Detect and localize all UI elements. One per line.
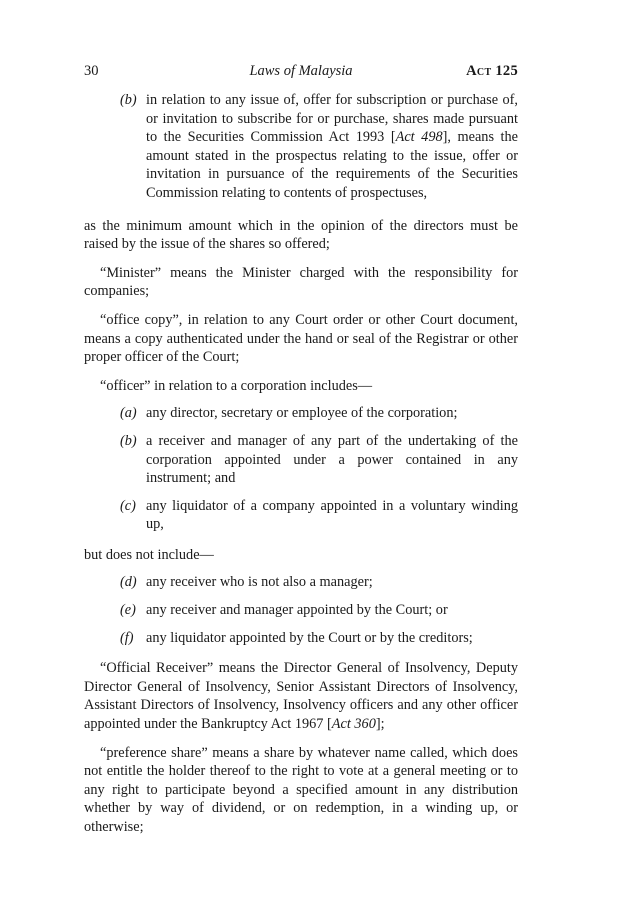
list-item — [84, 601, 518, 620]
act-reference: Act 360 — [331, 716, 376, 733]
item-label: (b) — [120, 432, 137, 449]
item-text-part1: in relation to any issue of, offer for subscription or purchase of, or invitation to subscribe for or purchase, shares made pursuant to the Securities Commission Act 1993 [ — [146, 92, 518, 146]
act-number: Act 125 — [466, 63, 518, 79]
list-item — [84, 404, 518, 423]
item-text: any receiver who is not also a manager; — [146, 574, 373, 591]
page-header — [84, 62, 518, 82]
list-item — [84, 432, 518, 488]
item-label: (c) — [120, 497, 136, 514]
officer-excludes-list — [84, 573, 518, 647]
list-item — [84, 629, 518, 648]
list-item-b-prospectus — [84, 91, 518, 203]
officer-includes-list — [84, 404, 518, 534]
definition-officer: “officer” in relation to a corporation includes— — [100, 377, 373, 394]
list-item — [84, 573, 518, 592]
definition-text-part1: “Official Receiver” means the Director General of Insolvency, Deputy Director General of Insolvency, Senior Assistant Directors of Insolvency, Assistant Directors of Insolvency, Insolvency officers and any other officer appointed under the Bankruptcy Act 1967 [ — [84, 660, 518, 733]
act-reference: Act 498 — [395, 129, 443, 146]
item-label: (f) — [120, 629, 134, 646]
running-title: Laws of Malaysia — [249, 63, 353, 79]
item-text-part2: ], means the amount stated in the prospectus relating to the issue, offer or invitation in pursuance of the requirements of the Securities Commission relating to contents of prospectuses, — [146, 129, 518, 201]
item-text: any liquidator of a company appointed in a voluntary winding up, — [146, 497, 518, 533]
paragraph-minimum-amount: as the minimum amount which in the opinion of the directors must be raised by the issue of the shares so offered; — [84, 217, 518, 253]
item-text: any director, secretary or employee of the corporation; — [146, 405, 458, 422]
item-text: a receiver and manager of any part of the undertaking of the corporation appointed under a power contained in any instrument; and — [146, 432, 518, 487]
item-label: (d) — [120, 574, 137, 591]
definition-office-copy: “office copy”, in relation to any Court order or other Court document, means a copy authenticated under the hand or seal of the Registrar or other proper officer of the Court; — [84, 311, 518, 366]
item-label: (b) — [120, 92, 137, 108]
page-number: 30 — [84, 63, 99, 79]
definition-official-receiver — [84, 659, 518, 733]
document-page — [84, 62, 518, 847]
list-item — [84, 497, 518, 534]
item-label: (e) — [120, 602, 136, 619]
item-label: (a) — [120, 405, 137, 422]
item-text: any liquidator appointed by the Court or by the creditors; — [146, 629, 473, 646]
paragraph-not-include: but does not include— — [84, 546, 214, 563]
definition-preference-share: “preference share” means a share by whatever name called, which does not entitle the holder thereof to the right to vote at a general meeting or to any right to participate beyond a specified amount in any distribution whether by way of dividend, or on redemption, in a winding up, or otherwise; — [84, 744, 518, 835]
item-text: any receiver and manager appointed by the Court; or — [146, 602, 448, 619]
definition-minister: “Minister” means the Minister charged with the responsibility for companies; — [84, 264, 518, 300]
definition-text-part2: ]; — [375, 716, 385, 733]
